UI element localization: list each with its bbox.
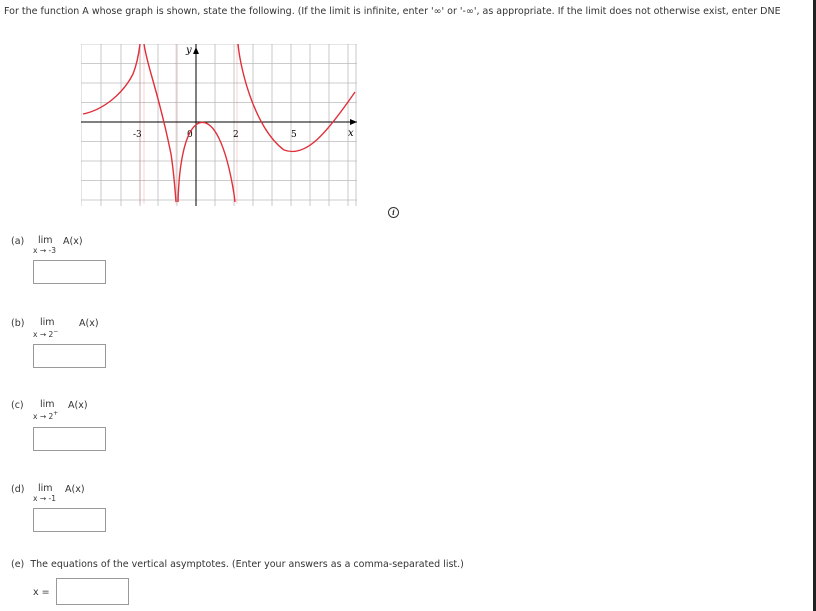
lim-approach: x → 2−: [33, 328, 59, 339]
part-e-text: The equations of the vertical asymptotes. (Enter your answers as a comma-separated list.): [30, 559, 464, 570]
tick-label-5: 5: [291, 130, 297, 140]
answer-e-input[interactable]: [56, 578, 129, 605]
function-name: A(x): [63, 236, 83, 247]
x-equals-label: x =: [33, 587, 50, 598]
y-axis-label: y: [186, 45, 192, 56]
tick-label-2: 2: [233, 130, 239, 140]
answer-d-input[interactable]: [33, 508, 106, 532]
answer-a-input[interactable]: [33, 260, 106, 284]
graph-grid: [81, 44, 357, 206]
function-name: A(x): [79, 318, 99, 329]
part-label: (a): [11, 236, 25, 247]
answer-b-input[interactable]: [33, 344, 106, 368]
function-name: A(x): [68, 400, 88, 411]
lim-word: lim: [40, 399, 55, 410]
tick-label-0: 0: [187, 130, 193, 140]
part-label: (b): [11, 318, 25, 329]
function-graph: [81, 44, 357, 206]
lim-approach: x → 2+: [33, 410, 59, 421]
lim-word: lim: [38, 483, 53, 494]
y-axis-arrow: [193, 47, 199, 54]
part-e-question: [11, 559, 464, 570]
answer-c-input[interactable]: [33, 427, 106, 451]
curve-piece-left: [83, 44, 140, 114]
function-name: A(x): [65, 484, 85, 495]
instructions: For the function A whose graph is shown, state the following. (If the limit is infinite, enter '∞' or '-∞', as appropriate. If the limit does not otherwise exist, enter DNE: [4, 6, 781, 17]
lim-approach: x → -1: [33, 494, 56, 503]
lim-approach: x → -3: [33, 246, 56, 255]
tick-label-neg3: -3: [133, 130, 142, 140]
x-axis-label: x: [348, 128, 354, 139]
info-icon[interactable]: i: [388, 207, 399, 218]
curve-piece-middle-left: [144, 44, 176, 202]
part-label: (c): [11, 400, 24, 411]
lim-word: lim: [40, 317, 55, 328]
lim-word: lim: [38, 235, 53, 246]
part-label: (e): [11, 559, 25, 570]
part-label: (d): [11, 484, 25, 495]
